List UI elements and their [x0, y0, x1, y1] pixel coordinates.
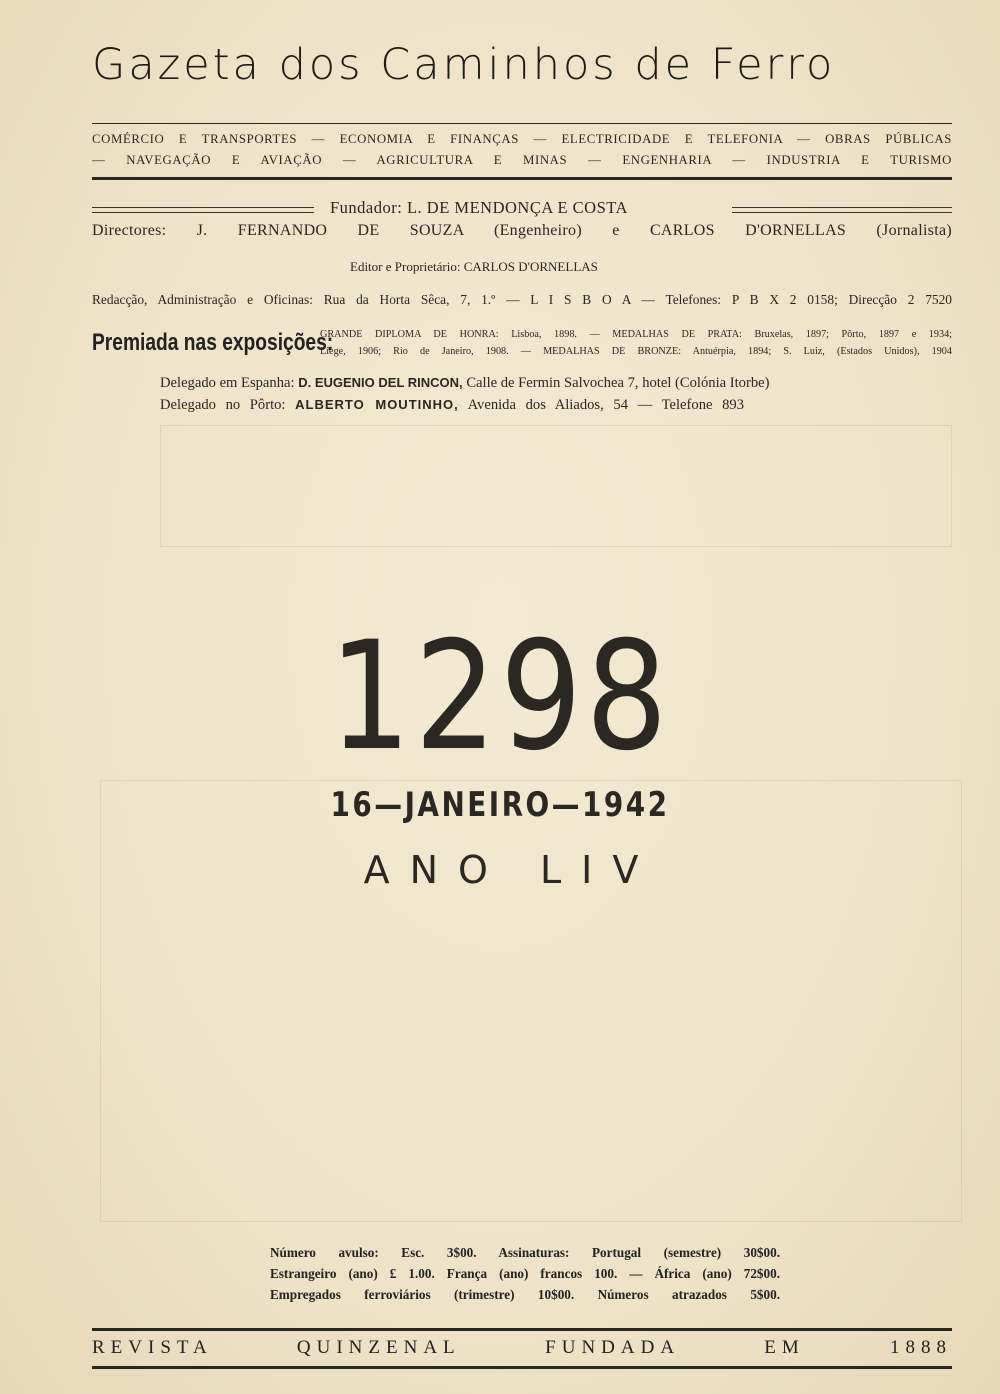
masthead-rule-top [92, 123, 952, 124]
prices-line-3: Empregados ferroviários (trimestre) 10$00. Números atrazados 5$00. [270, 1287, 780, 1302]
subjects-line-1: COMÉRCIO E TRANSPORTES — ECONOMIA E FINANÇAS — ELECTRICIDADE E TELEFONIA — OBRAS PÚBLICAS [92, 132, 952, 146]
delegate-spain [160, 375, 769, 392]
footer-rule-bottom [92, 1366, 952, 1369]
subjects-line-2: — NAVEGAÇÃO E AVIAÇÃO — AGRICULTURA E MINAS — ENGENHARIA — INDUSTRIA E TURISMO [92, 153, 952, 167]
delegate-spain-name: D. EUGENIO DEL RINCON, [298, 375, 463, 390]
issue-date: 16—JANEIRO—1942 [330, 785, 670, 825]
issue-year: ANO LIV [363, 848, 659, 892]
issue-number: 1298 [328, 610, 672, 784]
founder-ornament-left [92, 207, 314, 213]
footer-rule-top [92, 1328, 952, 1331]
editor-line: Editor e Proprietário: CARLOS D'ORNELLAS [350, 259, 598, 274]
faded-frame [100, 780, 962, 1222]
awards-line-2: Liège, 1906; Rio de Janeiro, 1908. — MEDALHAS DE BRONZE: Antuérpia, 1894; S. Luiz, (Estados Unidos), 1904 [320, 346, 952, 357]
masthead-rule-bottom [92, 177, 952, 180]
delegate-porto-prefix: Delegado no Pôrto: [160, 397, 286, 413]
directors-line: Directores: J. FERNANDO DE SOUZA (Engenheiro) e CARLOS D'ORNELLAS (Jornalista) [92, 222, 952, 239]
prices-line-2: Estrangeiro (ano) £ 1.00. França (ano) francos 100. — África (ano) 72$00. [270, 1266, 780, 1281]
awards-label: Premiada nas exposições: [92, 329, 334, 356]
awards-line-1: GRANDE DIPLOMA DE HONRA: Lisboa, 1898. — MEDALHAS DE PRATA: Bruxelas, 1897; Pôrto, 1897 e 1934; [320, 329, 952, 340]
address-line: Redacção, Administração e Oficinas: Rua da Horta Sêca, 7, 1.º — L I S B O A — Telefones: P B X 2 0158; Direcção 2 7520 [92, 292, 952, 307]
delegate-spain-address: Calle de Fermin Salvochea 7, hotel (Colónia Itorbe) [466, 375, 770, 391]
delegate-spain-prefix: Delegado em Espanha: [160, 375, 295, 391]
masthead-title: Gazeta dos Caminhos de Ferro [92, 40, 836, 90]
delegate-porto [160, 397, 744, 414]
founder-line: Fundador: L. DE MENDONÇA E COSTA [330, 198, 628, 217]
faded-frame [160, 425, 952, 547]
prices-line-1: Número avulso: Esc. 3$00. Assinaturas: Portugal (semestre) 30$00. [270, 1245, 780, 1260]
founder-ornament-right [732, 207, 952, 213]
delegate-porto-name: ALBERTO MOUTINHO, [295, 397, 459, 412]
delegate-porto-address: Avenida dos Aliados, 54 — Telefone 893 [467, 397, 745, 413]
footer-tagline: REVISTA QUINZENAL FUNDADA EM 1888 [92, 1337, 952, 1358]
